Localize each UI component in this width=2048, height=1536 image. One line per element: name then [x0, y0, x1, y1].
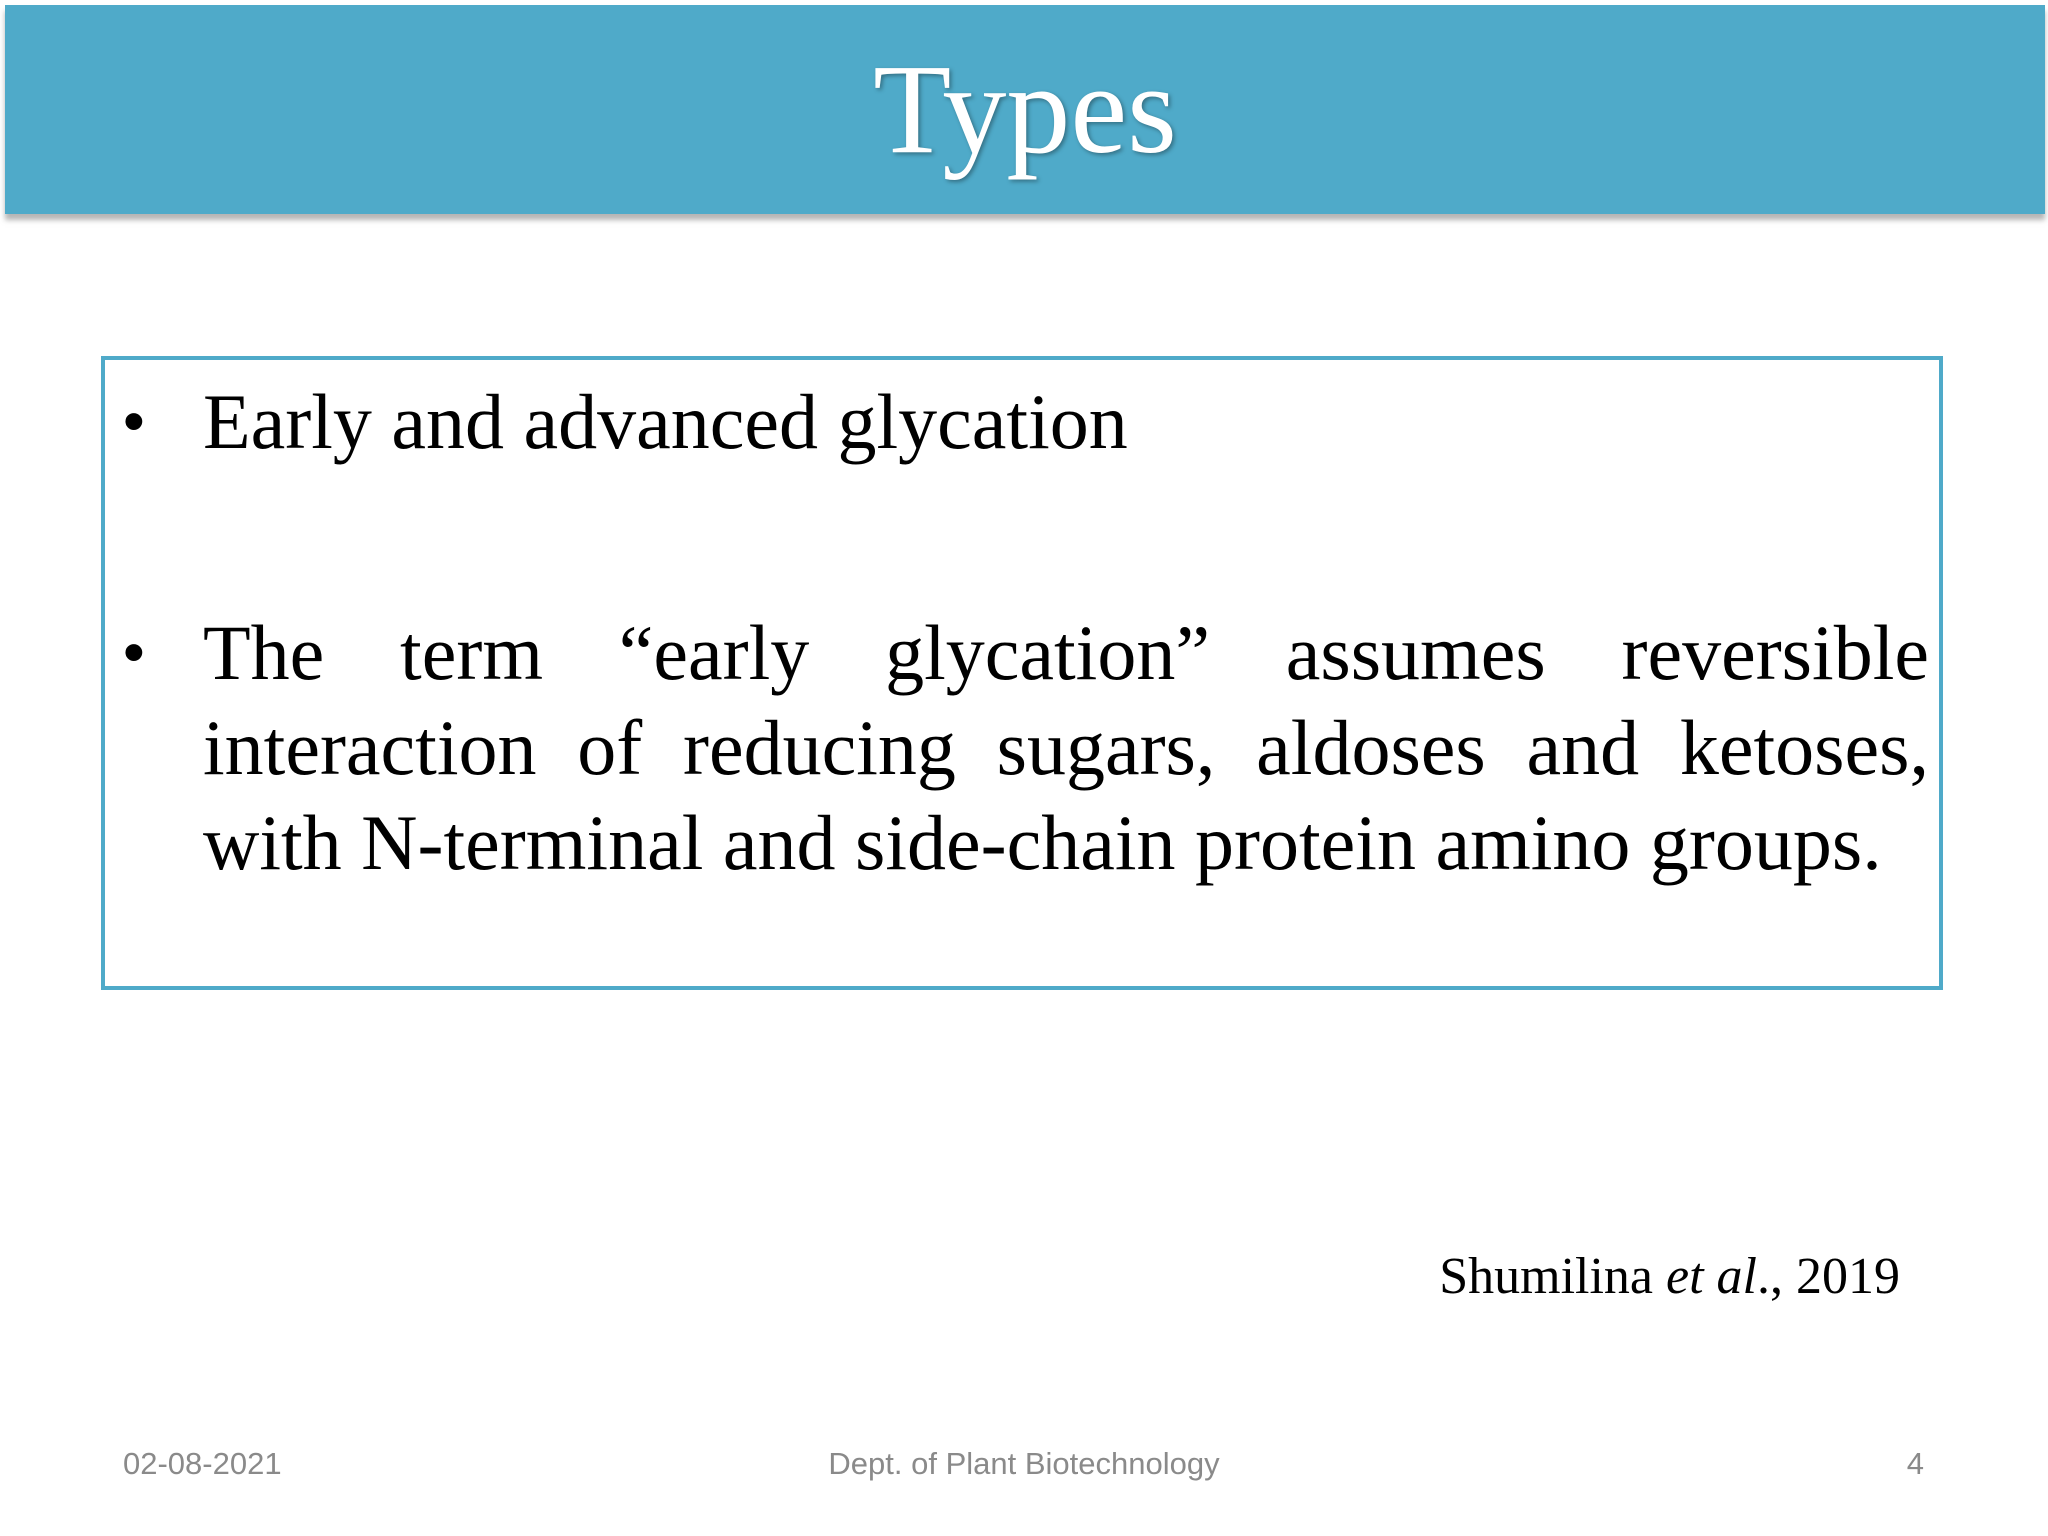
footer-page-number: 4 [1906, 1446, 1924, 1481]
bullet-text: The term “early glycation” assumes reversible interaction of reducing sugars, aldoses and ketoses, with N-terminal and side-chain protein amino groups. [203, 609, 1929, 886]
bullet-marker: • [123, 618, 145, 687]
citation-author: Shumilina [1439, 1248, 1654, 1305]
title-bar [5, 5, 2045, 214]
slide-title: Types [873, 38, 1177, 180]
bullet-item [123, 374, 1929, 469]
footer-date: 02-08-2021 [123, 1446, 282, 1481]
bullet-text: Early and advanced glycation [203, 378, 1128, 465]
citation [1439, 1247, 1900, 1306]
citation-etal: et al [1666, 1248, 1757, 1305]
citation-year: ., 2019 [1757, 1248, 1900, 1305]
bullet-item [123, 605, 1929, 890]
footer-department: Dept. of Plant Biotechnology [828, 1446, 1220, 1481]
bullet-marker: • [123, 387, 145, 456]
content-box [101, 356, 1943, 990]
